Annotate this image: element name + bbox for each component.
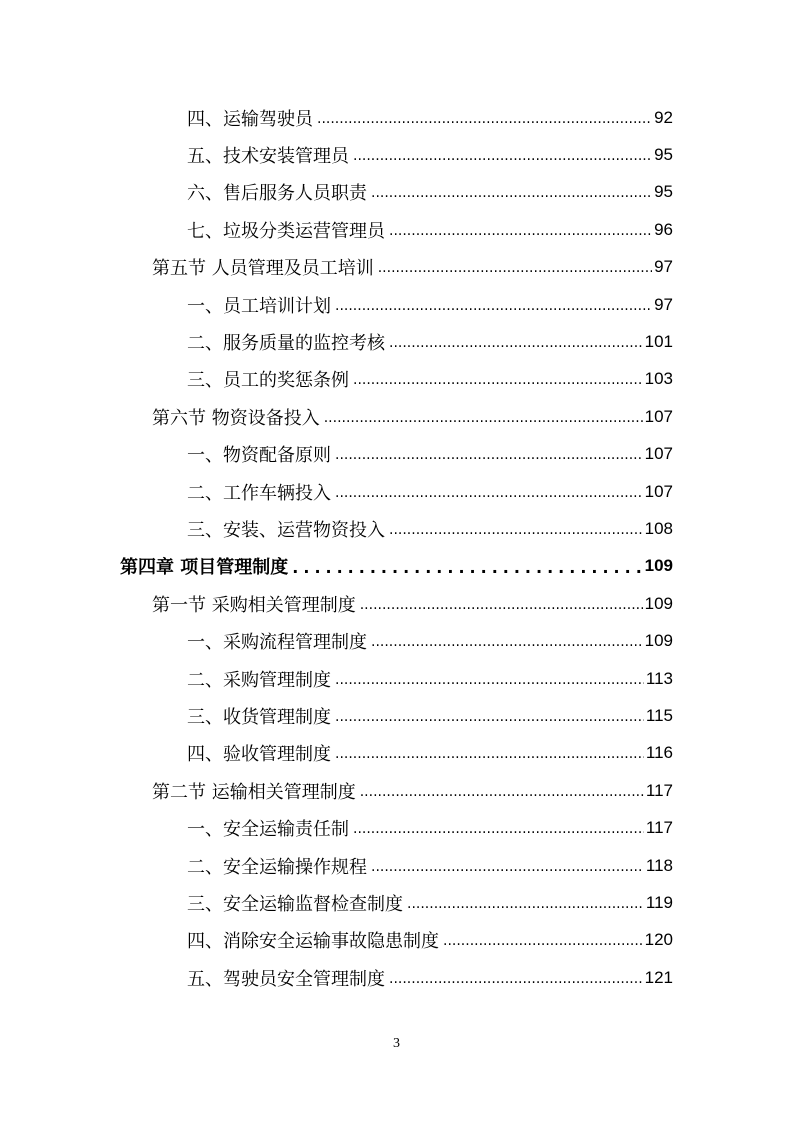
dot-leader [353, 148, 652, 164]
dot-leader [335, 447, 643, 463]
page-number: 3 [393, 1036, 400, 1051]
dot-leader [335, 709, 644, 725]
toc-entry[interactable] [0, 174, 793, 211]
toc-entry-title: 七、垃圾分类运营管理员 [187, 220, 385, 242]
toc-entry-page: 113 [645, 668, 673, 688]
toc-entry-title: 第一节 采购相关管理制度 [152, 594, 356, 616]
toc-entry-title: 二、工作车辆投入 [187, 482, 331, 504]
toc-entry[interactable] [0, 884, 793, 921]
toc-entry-title: 六、售后服务人员职责 [187, 183, 367, 205]
toc-entry-page: 115 [645, 705, 673, 725]
dot-leader [292, 558, 642, 577]
toc-entry[interactable] [0, 697, 793, 734]
toc-entry-title: 第六节 物资设备投入 [152, 407, 320, 429]
toc-entry-page: 101 [644, 332, 673, 352]
toc-entry-page: 118 [645, 855, 673, 875]
dot-leader [353, 372, 643, 388]
toc-entry[interactable] [0, 286, 793, 323]
dot-leader [443, 933, 643, 949]
dot-leader [371, 634, 643, 650]
dot-leader [407, 896, 644, 912]
toc-entry-title: 一、安全运输责任制 [187, 819, 349, 841]
toc-entry-title: 一、物资配备原则 [187, 445, 331, 467]
toc-entry[interactable] [0, 959, 793, 996]
toc-entry-page: 108 [644, 518, 673, 538]
toc-entry-title: 二、安全运输操作规程 [187, 856, 367, 878]
toc-entry-page: 107 [644, 444, 673, 464]
toc-entry-page: 92 [654, 107, 673, 127]
toc-entry[interactable] [0, 136, 793, 173]
toc-entry-page: 95 [654, 182, 673, 202]
dot-leader [371, 859, 644, 875]
dot-leader [335, 672, 644, 688]
toc-entry[interactable] [0, 922, 793, 959]
toc-entry-title: 三、员工的奖惩条例 [187, 370, 349, 392]
toc-entry-title: 第四章 项目管理制度 [120, 557, 289, 579]
toc-entry[interactable] [0, 847, 793, 884]
toc-entry-title: 一、员工培训计划 [187, 295, 331, 317]
toc-entry-title: 五、技术安装管理员 [187, 146, 349, 168]
toc-entry[interactable] [0, 660, 793, 697]
dot-leader [389, 223, 652, 239]
dot-leader [371, 185, 652, 201]
toc-entry-page: 97 [654, 294, 673, 314]
toc-entry[interactable] [0, 585, 793, 622]
dot-leader [324, 410, 643, 426]
toc-entry-page: 97 [654, 257, 673, 277]
toc-entry[interactable] [0, 622, 793, 659]
table-of-contents [0, 99, 793, 996]
dot-leader [389, 971, 643, 987]
toc-entry-title: 四、运输驾驶员 [187, 108, 313, 130]
dot-leader [378, 260, 652, 276]
toc-chapter-entry[interactable] [0, 548, 793, 585]
toc-entry-page: 96 [654, 219, 673, 239]
toc-entry[interactable] [0, 398, 793, 435]
toc-entry-page: 119 [645, 892, 673, 912]
toc-entry[interactable] [0, 249, 793, 286]
toc-entry[interactable] [0, 361, 793, 398]
toc-entry-page: 109 [644, 556, 673, 576]
toc-entry-page: 109 [644, 631, 673, 651]
toc-entry-page: 120 [644, 930, 673, 950]
dot-leader [360, 784, 644, 800]
toc-entry[interactable] [0, 211, 793, 248]
toc-entry[interactable] [0, 809, 793, 846]
toc-entry-title: 三、安全运输监督检查制度 [187, 893, 403, 915]
toc-entry[interactable] [0, 99, 793, 136]
toc-entry-page: 107 [644, 481, 673, 501]
toc-entry-page: 121 [644, 967, 673, 987]
toc-entry[interactable] [0, 735, 793, 772]
toc-entry-page: 109 [644, 593, 673, 613]
toc-entry[interactable] [0, 473, 793, 510]
toc-entry-title: 第二节 运输相关管理制度 [152, 781, 356, 803]
toc-entry-page: 116 [645, 743, 673, 763]
toc-entry-title: 第五节 人员管理及员工培训 [152, 258, 374, 280]
dot-leader [317, 111, 652, 127]
toc-entry[interactable] [0, 510, 793, 547]
toc-entry-page: 95 [654, 145, 673, 165]
dot-leader [360, 597, 643, 613]
toc-entry-title: 二、采购管理制度 [187, 669, 331, 691]
dot-leader [353, 821, 644, 837]
dot-leader [389, 335, 643, 351]
toc-entry-page: 117 [645, 780, 673, 800]
toc-entry[interactable] [0, 436, 793, 473]
toc-entry-page: 103 [644, 369, 673, 389]
toc-entry-title: 四、验收管理制度 [187, 744, 331, 766]
toc-entry[interactable] [0, 323, 793, 360]
toc-entry[interactable] [0, 772, 793, 809]
toc-entry-title: 一、采购流程管理制度 [187, 632, 367, 654]
toc-entry-title: 二、服务质量的监控考核 [187, 333, 385, 355]
toc-entry-title: 三、安装、运营物资投入 [187, 519, 385, 541]
toc-entry-page: 107 [644, 406, 673, 426]
toc-entry-title: 四、消除安全运输事故隐患制度 [187, 931, 439, 953]
toc-entry-title: 三、收货管理制度 [187, 706, 331, 728]
dot-leader [389, 522, 643, 538]
toc-entry-page: 117 [645, 818, 673, 838]
dot-leader [335, 298, 652, 314]
toc-entry-title: 五、驾驶员安全管理制度 [187, 968, 385, 990]
dot-leader [335, 485, 643, 501]
dot-leader [335, 746, 644, 762]
